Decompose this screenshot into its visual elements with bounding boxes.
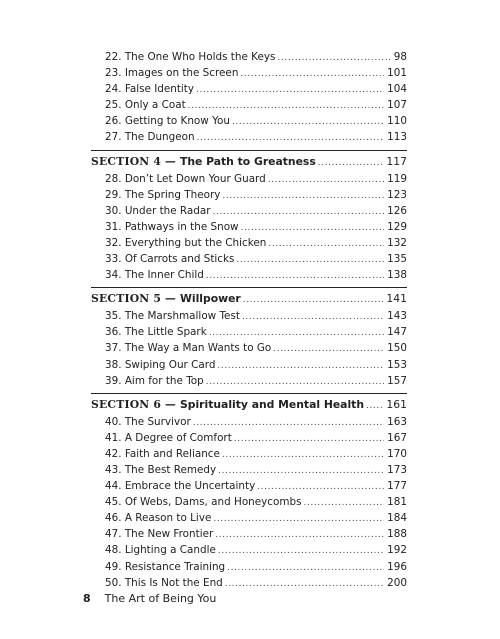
- section-page-number: 141: [386, 292, 407, 306]
- toc-entry[interactable]: [91, 251, 407, 267]
- dot-leader: [217, 358, 384, 374]
- dot-leader: [240, 66, 384, 82]
- chapter-title: 39. Aim for the Top: [105, 374, 204, 387]
- section-label: [91, 154, 318, 170]
- toc-entry[interactable]: [91, 414, 407, 430]
- footer-book-title: The Art of Being You: [104, 592, 217, 605]
- chapter-title: 30. Under the Radar: [105, 204, 211, 217]
- chapter-page-number: 98: [393, 51, 407, 63]
- toc-entry[interactable]: [91, 81, 407, 97]
- chapter-title: 45. Of Webs, Dams, and Honeycombs: [105, 496, 302, 509]
- chapter-title: 37. The Way a Man Wants to Go: [105, 342, 272, 355]
- section-title: Spirituality and Mental Health: [179, 397, 365, 411]
- chapter-page-number: 113: [387, 131, 407, 144]
- toc-entry[interactable]: [91, 462, 407, 478]
- toc-entry[interactable]: [91, 478, 407, 494]
- dot-leader: [257, 479, 384, 495]
- footer-page-number: 8: [83, 592, 91, 605]
- toc-entry[interactable]: [91, 65, 407, 81]
- chapter-page-number: 129: [387, 220, 407, 233]
- chapter-page-number: 101: [387, 67, 407, 80]
- dot-leader: [268, 236, 384, 252]
- dot-leader: [234, 431, 384, 447]
- section-heading: [91, 397, 407, 414]
- section-page-number: 117: [386, 154, 407, 168]
- dot-leader: [188, 98, 385, 114]
- chapter-title: 33. Of Carrots and Sticks: [105, 253, 235, 266]
- toc-entry[interactable]: [91, 324, 407, 340]
- section-heading: [91, 154, 407, 171]
- chapter-page-number: 196: [387, 560, 407, 573]
- chapter-title: 50. This Is Not the End: [105, 576, 223, 589]
- toc-entry[interactable]: [91, 373, 407, 389]
- chapter-title: 26. Getting to Know You: [105, 115, 230, 128]
- chapter-page-number: 170: [387, 447, 407, 460]
- chapter-title: 24. False Identity: [105, 83, 195, 96]
- toc-entry[interactable]: [91, 171, 407, 187]
- chapter-page-number: 167: [387, 431, 407, 444]
- dot-leader: [222, 447, 384, 463]
- toc-entry[interactable]: [91, 203, 407, 219]
- chapter-title: 48. Lighting a Candle: [105, 544, 216, 557]
- chapter-title: 25. Only a Coat: [105, 99, 186, 112]
- chapter-title: 22. The One Who Holds the Keys: [105, 51, 276, 63]
- toc-entry[interactable]: [91, 526, 407, 542]
- chapter-title: 34. The Inner Child: [105, 269, 204, 282]
- chapter-page-number: 184: [387, 512, 407, 525]
- dot-leader: [197, 130, 385, 146]
- chapter-title: 46. A Reason to Live: [105, 512, 212, 525]
- chapter-page-number: 126: [387, 204, 407, 217]
- dot-leader: [318, 155, 384, 171]
- chapter-page-number: 143: [387, 310, 407, 323]
- chapter-page-number: 135: [387, 253, 407, 266]
- section-heading: [91, 291, 407, 308]
- chapter-title: 40. The Survivor: [105, 415, 191, 428]
- section-divider: [91, 150, 407, 151]
- dot-leader: [206, 374, 384, 390]
- chapter-page-number: 110: [387, 115, 407, 128]
- chapter-title: 31. Pathways in the Snow: [105, 220, 239, 233]
- toc-entry[interactable]: [91, 494, 407, 510]
- dot-leader: [366, 398, 383, 414]
- section-title: Willpower: [179, 292, 241, 306]
- chapter-page-number: 200: [387, 576, 407, 589]
- chapter-title: 27. The Dungeon: [105, 131, 195, 144]
- chapter-title: 47. The New Frontier: [105, 528, 214, 541]
- dot-leader: [209, 325, 384, 341]
- toc-entry[interactable]: [91, 357, 407, 373]
- dot-leader: [193, 415, 384, 431]
- chapter-page-number: 192: [387, 544, 407, 557]
- toc-entry[interactable]: [91, 113, 407, 129]
- section-label: [91, 291, 243, 307]
- chapter-page-number: 123: [387, 188, 407, 201]
- chapter-page-number: 153: [387, 358, 407, 371]
- dot-leader: [222, 188, 384, 204]
- section-divider: [91, 287, 407, 288]
- toc-entry[interactable]: [91, 308, 407, 324]
- section-divider: [91, 393, 407, 394]
- chapter-page-number: 147: [387, 326, 407, 339]
- section-number: SECTION 6 —: [91, 397, 180, 411]
- chapter-title: 23. Images on the Screen: [105, 67, 239, 80]
- toc-entry[interactable]: [91, 219, 407, 235]
- table-of-contents: [91, 49, 407, 591]
- dot-leader: [273, 341, 384, 357]
- section-label: [91, 397, 366, 413]
- section-title: The Path to Greatness: [179, 154, 316, 168]
- toc-entry[interactable]: [91, 559, 407, 575]
- toc-entry[interactable]: [91, 340, 407, 356]
- chapter-page-number: 104: [387, 83, 407, 96]
- chapter-title: 32. Everything but the Chicken: [105, 236, 267, 249]
- chapter-title: 42. Faith and Reliance: [105, 447, 220, 460]
- dot-leader: [218, 543, 384, 559]
- dot-leader: [213, 204, 385, 220]
- dot-leader: [277, 50, 390, 66]
- section-page-number: 161: [386, 397, 407, 411]
- chapter-page-number: 132: [387, 236, 407, 249]
- chapter-page-number: 181: [387, 496, 407, 509]
- toc-entry[interactable]: [91, 129, 407, 145]
- dot-leader: [196, 82, 384, 98]
- chapter-title: 43. The Best Remedy: [105, 463, 217, 476]
- dot-leader: [218, 463, 384, 479]
- chapter-page-number: 138: [387, 269, 407, 282]
- toc-entry[interactable]: [91, 235, 407, 251]
- toc-entry[interactable]: [91, 267, 407, 283]
- chapter-title: 36. The Little Spark: [105, 326, 207, 339]
- chapter-title: 28. Don’t Let Down Your Guard: [105, 172, 266, 185]
- chapter-title: 38. Swiping Our Card: [105, 358, 216, 371]
- dot-leader: [243, 292, 384, 308]
- chapter-title: 35. The Marshmallow Test: [105, 310, 240, 323]
- chapter-title: 29. The Spring Theory: [105, 188, 221, 201]
- toc-entry[interactable]: [91, 97, 407, 113]
- chapter-title: 44. Embrace the Uncertainty: [105, 480, 256, 493]
- chapter-page-number: 163: [387, 415, 407, 428]
- dot-leader: [268, 172, 384, 188]
- chapter-title: 41. A Degree of Comfort: [105, 431, 232, 444]
- toc-entry[interactable]: [91, 430, 407, 446]
- chapter-page-number: 150: [387, 342, 407, 355]
- dot-leader: [213, 511, 384, 527]
- chapter-page-number: 157: [387, 374, 407, 387]
- toc-entry[interactable]: [91, 446, 407, 462]
- toc-entry[interactable]: [91, 542, 407, 558]
- dot-leader: [242, 309, 384, 325]
- toc-entry[interactable]: [91, 510, 407, 526]
- toc-entry[interactable]: [91, 187, 407, 203]
- toc-entry[interactable]: [91, 575, 407, 591]
- chapter-page-number: 173: [387, 463, 407, 476]
- toc-entry[interactable]: [91, 49, 407, 65]
- dot-leader: [227, 560, 384, 576]
- dot-leader: [232, 114, 384, 130]
- dot-leader: [215, 527, 384, 543]
- chapter-page-number: 119: [387, 172, 407, 185]
- dot-leader: [304, 495, 385, 511]
- section-number: SECTION 4 —: [91, 154, 180, 168]
- page-footer: [83, 592, 216, 605]
- section-number: SECTION 5 —: [91, 292, 180, 306]
- chapter-title: 49. Resistance Training: [105, 560, 226, 573]
- dot-leader: [236, 252, 384, 268]
- chapter-page-number: 188: [387, 528, 407, 541]
- dot-leader: [206, 268, 384, 284]
- dot-leader: [241, 220, 385, 236]
- dot-leader: [225, 576, 384, 592]
- chapter-page-number: 107: [387, 99, 407, 112]
- chapter-page-number: 177: [387, 480, 407, 493]
